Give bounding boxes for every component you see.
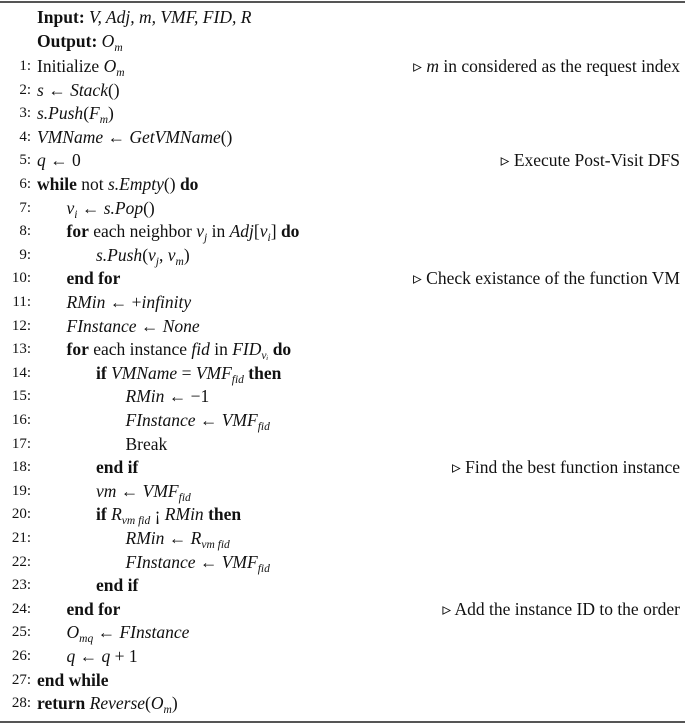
- math-token: v: [259, 221, 268, 242]
- line-number: 23:: [11, 577, 31, 594]
- algorithm-line: [0, 148, 685, 172]
- line-number: 19:: [11, 482, 31, 499]
- math-token: Stack: [70, 79, 108, 100]
- math-token: RMin: [66, 292, 106, 312]
- line-number: 22:: [11, 553, 31, 570]
- input-line: [37, 5, 251, 29]
- text-token: ←: [116, 480, 143, 501]
- subscript: vm fid: [121, 515, 151, 528]
- text-token: ← 0: [45, 150, 81, 171]
- algorithm-line: [0, 219, 685, 243]
- math-token: RMin: [125, 528, 165, 548]
- line-number: 18:: [11, 459, 31, 476]
- comment-token: ▹ Find the best function instance: [452, 457, 680, 478]
- line-code: [96, 502, 241, 526]
- subscript: fid: [257, 421, 270, 433]
- line-code: [67, 644, 138, 668]
- line-comment: [501, 148, 680, 172]
- text-token: ← +: [105, 292, 142, 312]
- line-number: 7:: [19, 199, 31, 216]
- algorithm-line: [0, 337, 685, 361]
- keyword: if: [96, 504, 107, 525]
- math-token: VMF: [221, 410, 258, 430]
- algorithm-line: [0, 78, 685, 102]
- keyword: return: [37, 693, 86, 714]
- text-token: ←: [136, 315, 163, 336]
- line-code: [37, 691, 178, 715]
- subscript: m: [163, 704, 172, 717]
- keyword: then: [248, 362, 282, 383]
- math-token: VMName: [37, 126, 104, 147]
- line-number: 8:: [19, 223, 31, 240]
- math-token: R: [190, 528, 202, 548]
- text-token: in: [209, 339, 233, 360]
- text-token: (): [163, 174, 180, 194]
- keyword: end if: [96, 575, 139, 596]
- algorithm-line: [0, 455, 685, 479]
- algorithm-line: [0, 384, 685, 408]
- algorithm-line: [0, 361, 685, 385]
- text-token: (): [143, 197, 155, 218]
- line-code: [126, 384, 210, 408]
- math-token: v: [167, 244, 176, 265]
- math-token: O: [66, 622, 80, 643]
- text-token: =: [177, 362, 196, 383]
- line-number: 12:: [11, 317, 31, 334]
- math-token: FInstance: [119, 622, 190, 643]
- top-rule: [0, 1, 685, 3]
- line-number: 5:: [19, 152, 31, 169]
- math-token: GetVMName: [129, 126, 221, 147]
- subscript: j: [204, 232, 208, 245]
- line-code: [96, 455, 138, 479]
- line-number: 1:: [19, 58, 31, 74]
- math-token: FInstance: [125, 410, 196, 430]
- algorithm-line: [0, 266, 685, 290]
- keyword: do: [272, 339, 292, 360]
- math-token: v: [196, 221, 205, 242]
- math-token: VMF: [195, 362, 232, 383]
- comment-token: m: [426, 56, 439, 76]
- keyword: end if: [96, 457, 139, 478]
- math-token: q: [66, 646, 76, 666]
- line-code: [67, 196, 155, 220]
- keyword: end for: [66, 598, 121, 619]
- math-token: FInstance: [125, 551, 196, 572]
- output-sub: m: [114, 42, 123, 54]
- math-token: R: [111, 504, 122, 525]
- line-code: [37, 668, 108, 692]
- math-token: RMin: [164, 504, 204, 525]
- line-number: 10:: [11, 270, 31, 287]
- line-number: 3:: [19, 105, 31, 122]
- text-token: ,: [159, 244, 168, 265]
- algorithm-line: [0, 479, 685, 503]
- text-token: [: [253, 221, 260, 242]
- line-code: [67, 219, 300, 243]
- line-code: [126, 550, 270, 574]
- line-number: 16:: [11, 412, 31, 428]
- output-label: Output:: [37, 31, 98, 51]
- algorithm-line: [0, 408, 685, 432]
- algorithm-line: [0, 196, 685, 220]
- comment-token: ▹ Check existance of the function VM: [412, 268, 680, 289]
- algorithm-line: [0, 314, 685, 338]
- keyword: do: [179, 174, 199, 194]
- line-code: [96, 243, 190, 267]
- comment-token: ▹ Add the instance ID to the order: [442, 598, 680, 619]
- text-token: Initialize: [37, 56, 104, 76]
- algorithm-line: [0, 550, 685, 574]
- subscript: fid: [257, 562, 270, 575]
- bottom-rule: [0, 721, 685, 723]
- line-number: 11:: [12, 294, 31, 310]
- line-code: [37, 148, 81, 172]
- line-comment: [413, 54, 680, 78]
- math-token: s.Pop: [103, 197, 144, 218]
- math-token: vm: [96, 480, 117, 501]
- keyword: for: [66, 221, 89, 242]
- algorithm-line: [0, 573, 685, 597]
- text-token: each neighbor: [88, 221, 197, 242]
- keyword: do: [280, 221, 300, 242]
- output-value: O: [101, 31, 115, 51]
- line-number: 9:: [19, 246, 31, 263]
- keyword: if: [96, 362, 107, 383]
- subscript: m: [175, 255, 184, 268]
- text-token: ←: [93, 622, 120, 643]
- text-token: ←: [195, 410, 222, 430]
- math-token: s.Empty: [108, 174, 164, 194]
- subscript: vm fid: [201, 539, 230, 551]
- text-token: ←: [75, 646, 102, 666]
- line-code: [96, 361, 281, 385]
- text-token: ←: [195, 551, 222, 572]
- text-token: ): [108, 103, 114, 124]
- line-code: [67, 337, 292, 361]
- text-token: ¡: [150, 504, 165, 525]
- line-number: 26:: [11, 648, 31, 664]
- line-number: 24:: [11, 600, 31, 617]
- math-token: FInstance: [66, 315, 137, 336]
- line-code: [67, 620, 190, 644]
- keyword: for: [66, 339, 89, 360]
- math-token: VMF: [142, 480, 179, 501]
- subscript: fid: [178, 491, 191, 504]
- subscript: m: [116, 67, 125, 79]
- output-line: [37, 29, 123, 53]
- line-code: [37, 125, 232, 149]
- subscript: m: [99, 114, 109, 127]
- comment-token: ▹ Execute Post-Visit DFS: [500, 150, 680, 171]
- line-number: 27:: [11, 671, 31, 688]
- line-number: 4:: [19, 128, 31, 145]
- line-code: [126, 526, 230, 550]
- line-number: 28:: [11, 695, 31, 712]
- text-token: Break: [125, 433, 168, 454]
- text-token: ←: [164, 528, 191, 548]
- algorithm-line: [0, 691, 685, 715]
- input-value: V, Adj, m, VMF, FID, R: [89, 7, 252, 27]
- math-token: q: [101, 646, 111, 666]
- line-code: [67, 290, 192, 314]
- math-token: fid: [191, 339, 210, 360]
- line-code: [126, 408, 270, 432]
- keyword: end while: [37, 669, 109, 690]
- line-number: 15:: [11, 388, 31, 405]
- text-token: each instance: [88, 339, 192, 360]
- comment-token: ▹: [413, 56, 427, 76]
- text-token: (): [107, 79, 120, 100]
- text-token: ←: [77, 197, 104, 218]
- line-code: [67, 314, 200, 338]
- subscript: vᵢ: [261, 350, 269, 363]
- algorithm-line: [0, 668, 685, 692]
- line-number: 20:: [11, 506, 31, 523]
- math-token: O: [150, 693, 164, 714]
- keyword: while: [37, 174, 77, 194]
- math-token: s: [37, 79, 44, 100]
- line-number: 6:: [19, 176, 31, 192]
- algorithm-line: [0, 644, 685, 668]
- comment-token: in considered as the request index: [438, 56, 680, 76]
- algorithm-line: [0, 526, 685, 550]
- math-token: RMin: [125, 386, 165, 407]
- line-comment: [442, 597, 680, 621]
- line-code: [37, 172, 198, 196]
- text-token: (: [142, 244, 149, 265]
- algorithm-line: [0, 432, 685, 456]
- line-code: [96, 573, 138, 597]
- algorithm-line: [0, 620, 685, 644]
- text-token: ): [183, 244, 190, 265]
- input-label: Input:: [37, 7, 85, 27]
- math-token: q: [37, 150, 46, 171]
- line-code: [96, 479, 191, 503]
- line-code: [37, 78, 120, 102]
- text-token: not: [76, 174, 108, 194]
- algorithm-line: [0, 597, 685, 621]
- line-number: 13:: [11, 341, 31, 358]
- math-token: FID: [232, 339, 262, 360]
- text-token: ←: [43, 79, 71, 100]
- math-token: v: [148, 244, 156, 265]
- text-token: (: [83, 103, 90, 124]
- algorithm-line: [0, 172, 685, 196]
- text-token: ]: [270, 221, 281, 242]
- line-code: [67, 266, 121, 290]
- text-token: ←: [103, 126, 130, 147]
- subscript: i: [74, 208, 78, 221]
- keyword: end for: [66, 268, 121, 289]
- line-code: [37, 54, 125, 78]
- keyword: then: [208, 504, 242, 525]
- subscript: i: [267, 232, 271, 245]
- math-token: None: [162, 315, 200, 336]
- line-number: 17:: [11, 435, 31, 452]
- algorithm-line: [0, 502, 685, 526]
- text-token: in: [207, 221, 230, 242]
- subscript: j: [155, 255, 159, 268]
- text-token: + 1: [110, 646, 138, 666]
- line-number: 21:: [11, 530, 31, 546]
- line-number: 2:: [19, 81, 31, 98]
- algorithm-line: [0, 101, 685, 125]
- math-token: infinity: [141, 292, 192, 312]
- algorithm-line: [0, 290, 685, 314]
- math-token: F: [89, 103, 100, 124]
- line-number: 14:: [11, 364, 31, 381]
- line-comment: [413, 266, 680, 290]
- line-code: [37, 101, 114, 125]
- math-token: Reverse: [89, 693, 146, 714]
- math-token: VMF: [221, 551, 258, 572]
- line-number: 25:: [11, 624, 31, 641]
- subscript: fid: [231, 373, 244, 386]
- math-token: VMName: [111, 362, 178, 383]
- math-token: s.Push: [96, 244, 143, 265]
- line-code: [67, 597, 121, 621]
- algorithm-line: [0, 54, 685, 78]
- text-token: ← −1: [164, 386, 210, 407]
- math-token: O: [103, 56, 117, 76]
- algorithm-line: [0, 125, 685, 149]
- algorithm-line: [0, 243, 685, 267]
- line-code: [126, 432, 168, 456]
- text-token: (): [220, 126, 233, 147]
- text-token: (: [145, 693, 151, 714]
- line-comment: [452, 455, 680, 479]
- math-token: Adj: [229, 221, 254, 242]
- text-token: ): [171, 693, 178, 714]
- subscript: mq: [79, 633, 94, 646]
- math-token: v: [66, 197, 75, 218]
- math-token: s.Push: [37, 103, 84, 124]
